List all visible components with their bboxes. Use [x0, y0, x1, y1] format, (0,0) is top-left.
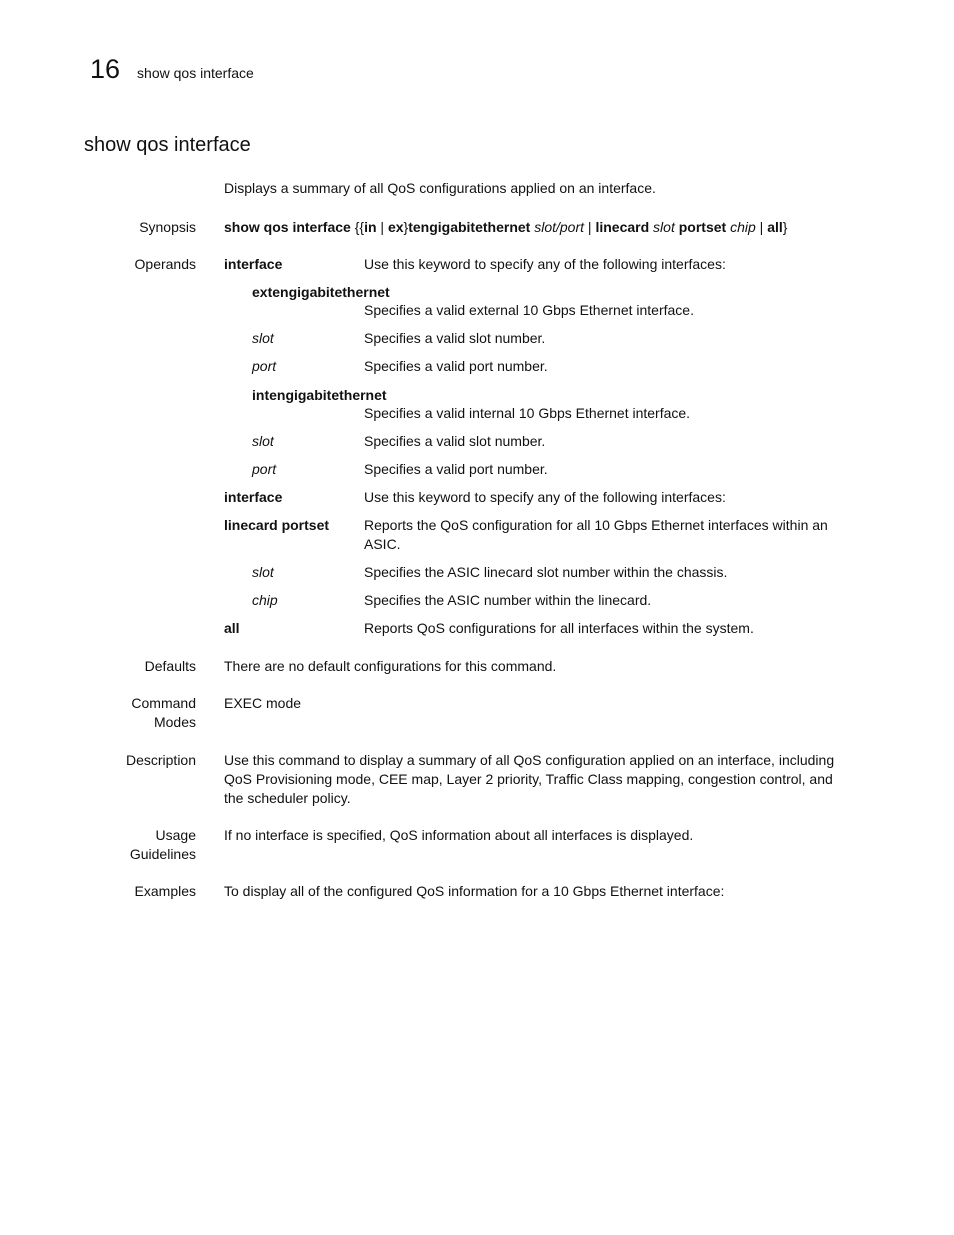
operand-desc: Specifies a valid external 10 Gbps Ethernet interface. [364, 302, 694, 318]
syn-part: chip [730, 219, 756, 235]
synopsis-label: Synopsis [139, 219, 196, 235]
operand-term: slot [252, 330, 274, 346]
syn-part: slot/port [534, 219, 585, 235]
command-modes-label-line: Command [131, 695, 196, 711]
operand-term: interface [224, 489, 283, 505]
description-line: Use this command to display a summary of all QoS configuration applied on an interface, including [224, 752, 835, 768]
description-text [224, 751, 874, 808]
operand-term: port [252, 358, 277, 374]
command-modes-label-line: Modes [153, 714, 196, 730]
description-label: Description [125, 752, 196, 768]
syn-part: tengigabitethernet [408, 219, 531, 235]
page-title: show qos interface [84, 134, 251, 156]
syn-part: portset [678, 219, 727, 235]
command-modes-text: EXEC mode [224, 695, 302, 711]
description-line: the scheduler policy. [224, 790, 351, 806]
defaults-label: Defaults [144, 658, 196, 674]
synopsis-text [224, 218, 874, 237]
syn-part: all [767, 219, 783, 235]
operand-term: interface [224, 256, 283, 272]
syn-part: | [584, 219, 596, 235]
description-line: QoS Provisioning mode, CEE map, Layer 2 priority, Traffic Class mapping, congestion control, and [224, 771, 833, 787]
syn-part: {{ [350, 219, 365, 235]
defaults-text: There are no default configurations for this command. [224, 658, 557, 674]
usage-text: If no interface is specified, QoS information about all interfaces is displayed. [224, 827, 694, 843]
operand-desc: Reports QoS configurations for all interfaces within the system. [364, 620, 754, 636]
operand-desc: Specifies a valid internal 10 Gbps Ethernet interface. [364, 405, 691, 421]
chapter-number: 16 [90, 54, 121, 84]
syn-part: } [403, 219, 409, 235]
operand-term: linecard portset [224, 517, 330, 533]
syn-part: | [755, 219, 768, 235]
operand-term: intengigabitethernet [252, 387, 387, 403]
operand-term: slot [252, 564, 274, 580]
operand-desc: Use this keyword to specify any of the following interfaces: [364, 256, 726, 272]
syn-part: in [364, 219, 377, 235]
operand-term: slot [252, 433, 274, 449]
examples-text: To display all of the configured QoS information for a 10 Gbps Ethernet interface: [224, 883, 725, 899]
operand-term: port [252, 461, 277, 477]
usage-label-line: Guidelines [129, 846, 196, 862]
running-title: show qos interface [137, 65, 254, 81]
operand-desc: Specifies the ASIC number within the linecard. [364, 592, 652, 608]
syn-part: show qos interface [224, 219, 351, 235]
operand-desc: Specifies the ASIC linecard slot number within the chassis. [364, 564, 728, 580]
operand-desc: Reports the QoS configuration for all 10 Gbps Ethernet interfaces within an [364, 517, 828, 533]
examples-label: Examples [134, 883, 196, 899]
operand-term: all [224, 620, 240, 636]
operand-term: chip [252, 592, 278, 608]
operand-desc: Specifies a valid slot number. [364, 433, 546, 449]
syn-part: ex [387, 219, 404, 235]
operand-term: extengigabitethernet [252, 284, 390, 300]
syn-part: linecard [595, 219, 650, 235]
usage-label [46, 826, 196, 864]
usage-label-line: Usage [155, 827, 196, 843]
operand-desc: Specifies a valid port number. [364, 461, 548, 477]
syn-part: } [782, 219, 788, 235]
command-modes-label [46, 694, 196, 732]
page-header [90, 54, 254, 85]
syn-part: | [376, 219, 388, 235]
operand-desc: Specifies a valid port number. [364, 358, 548, 374]
operand-desc: ASIC. [364, 536, 401, 552]
operands-label: Operands [134, 256, 196, 272]
syn-part: slot [653, 219, 675, 235]
intro-text: Displays a summary of all QoS configurations applied on an interface. [224, 180, 656, 196]
operand-desc: Specifies a valid slot number. [364, 330, 546, 346]
operand-desc: Use this keyword to specify any of the following interfaces: [364, 489, 726, 505]
